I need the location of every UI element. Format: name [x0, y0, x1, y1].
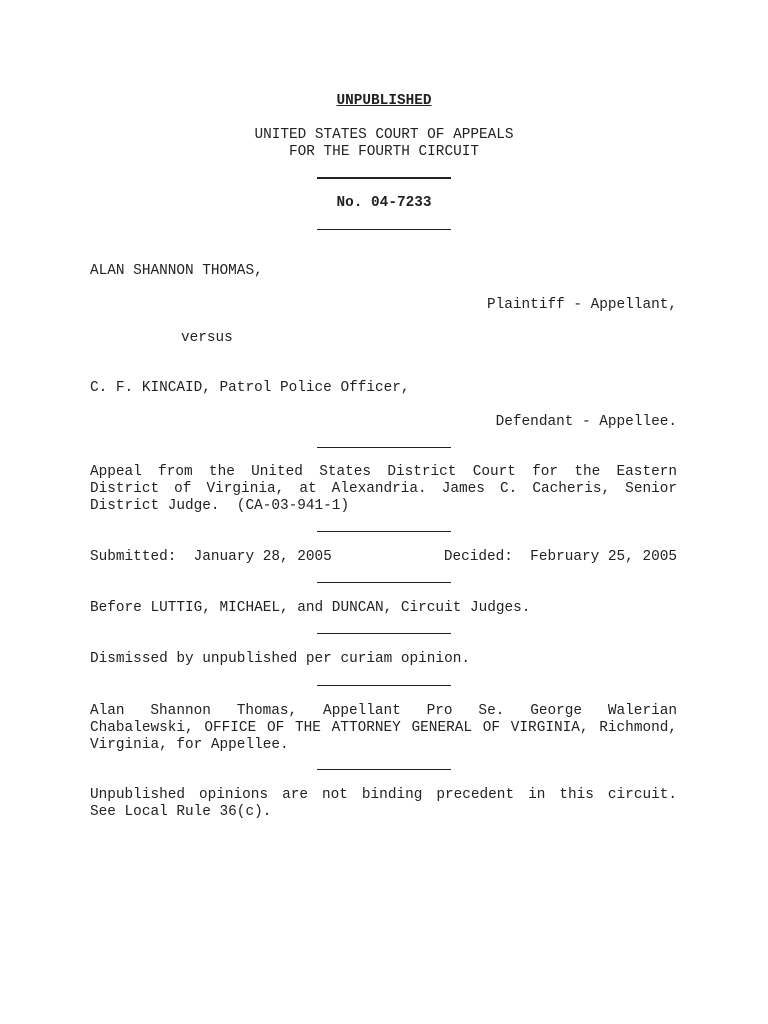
- parties-divider: [317, 447, 451, 448]
- plaintiff-name: ALAN SHANNON THOMAS,: [90, 263, 263, 279]
- case-number-divider: [317, 229, 451, 230]
- unpublished-heading: UNPUBLISHED: [336, 93, 432, 109]
- case-number: No. 04-7233: [336, 195, 432, 211]
- dates-row: [90, 549, 677, 566]
- appeal-line-2: District of Virginia, at Alexandria. James C. Cacheris, Senior: [90, 481, 677, 497]
- decided-date: Decided: February 25, 2005: [443, 549, 677, 565]
- notice-paragraph: [90, 787, 677, 821]
- notice-line-2: See Local Rule 36(c).: [90, 804, 272, 820]
- versus-label: versus: [181, 330, 233, 346]
- disposition-line: Dismissed by unpublished per curiam opinion.: [90, 651, 470, 667]
- plaintiff-role: Plaintiff - Appellant,: [487, 297, 677, 313]
- court-name-line-1: UNITED STATES COURT OF APPEALS: [254, 127, 514, 143]
- counsel-line-1: Alan Shannon Thomas, Appellant Pro Se. George Walerian: [90, 703, 677, 719]
- header-divider: [317, 177, 451, 179]
- court-name-line-2: FOR THE FOURTH CIRCUIT: [289, 144, 479, 160]
- disposition-divider: [317, 685, 451, 686]
- counsel-paragraph: [90, 703, 677, 754]
- submitted-date: Submitted: January 28, 2005: [90, 549, 332, 565]
- notice-line-1: Unpublished opinions are not binding precedent in this circuit.: [90, 787, 677, 803]
- counsel-divider: [317, 769, 451, 770]
- defendant-name: C. F. KINCAID, Patrol Police Officer,: [90, 380, 410, 396]
- counsel-line-2: Chabalewski, OFFICE OF THE ATTORNEY GENERAL OF VIRGINIA, Richmond,: [90, 720, 677, 736]
- appeal-divider: [317, 531, 451, 532]
- defendant-role: Defendant - Appellee.: [495, 414, 677, 430]
- appeal-line-1: Appeal from the United States District Court for the Eastern: [90, 464, 677, 480]
- dates-divider: [317, 582, 451, 583]
- panel-line: Before LUTTIG, MICHAEL, and DUNCAN, Circuit Judges.: [90, 600, 531, 616]
- counsel-line-3: Virginia, for Appellee.: [90, 737, 289, 753]
- appeal-line-3: District Judge. (CA-03-941-1): [90, 498, 350, 514]
- appeal-paragraph: [90, 464, 677, 515]
- panel-divider: [317, 633, 451, 634]
